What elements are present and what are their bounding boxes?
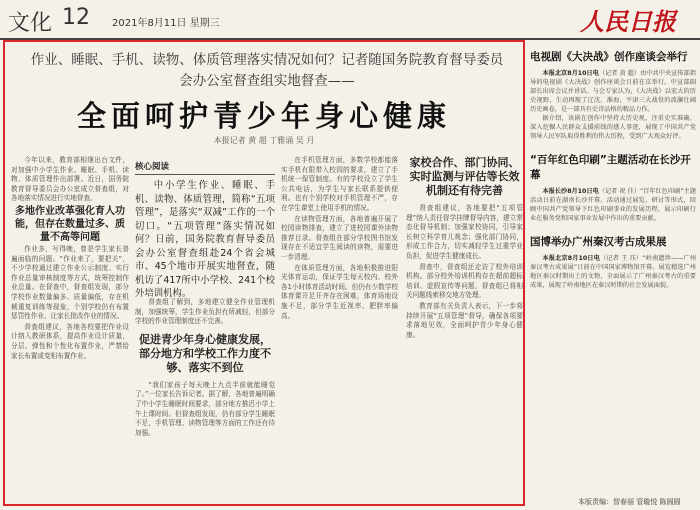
paragraph: 督查组建议，各地要把“五项管理”纳入责任督学挂牌督导内容，建立常态化督导机制；加强家校协同，引导家长树立科学育儿观念；强化部门协同，形成工作合力，切实减轻学生过重学业负担，促进学生健康成长。 — [406, 204, 523, 260]
page-editors: 本版责编：智春丽 管璇悦 陈圆圆 — [578, 498, 681, 506]
subheading: 促进青少年身心健康发展，部分地方和学校工作力度不够、落实不到位 — [139, 332, 271, 374]
sidebar-text-1 — [530, 69, 696, 141]
article-column-2 — [135, 298, 275, 502]
sidebar-text-3 — [530, 254, 696, 290]
dateline: 本报北京8月10日电 — [542, 70, 599, 77]
paragraph: 在读物管理方面，各地普遍开展了校园读物排查，建立了进校园课外读物推荐目录。督查组在部分学校图书馆发现存在不适宜学生阅读的读物，需要进一步清理。 — [281, 214, 398, 261]
article-deck: 作业、睡眠、手机、读物、体质管理落实情况如何？记者随国务院教育督导委员会办公室督查组实地督查—— — [30, 52, 504, 89]
masthead — [0, 0, 700, 40]
body: （记者 祝 佳）“百年红色印刷”主题活动日前在湖南长沙开幕。活动通过展览、研讨等形式，回顾中国共产党领导下红色印刷事业的发展历程，展示印刷行业在服务党和国家事业发展中作出的重要贡献。 — [530, 188, 696, 222]
article-column-1 — [11, 156, 129, 502]
paragraph: 作业多，写得晚，曾是学生家长普遍面临的问题。“作业来了，要把关”，不少学校通过建立作业公示制度、实行作业总量审核制度等方式，统筹控制作业总量。在督查中，督查组发现，部分学校作业数量偏多、质量偏低，存在机械重复训练等现象，个别学校仍有布置惩罚性作业、让家长批改作业的情况。 — [11, 244, 129, 321]
subheading: 多地作业改革强化育人功能，但存在数量过多、质量不高等问题 — [15, 205, 125, 243]
paragraph: 在手机管理方面，多数学校都能落实手机有限带入校园的要求，建立了手机统一保管制度。有的学校设立了学生公共电话，为学生与家长联系提供便利。也有个别学校对手机管理不严，存在学生课堂上使用手机的情况。 — [281, 156, 398, 212]
newspaper-logo: 人民日报 — [580, 7, 676, 36]
core-reading-box — [135, 160, 275, 301]
sidebar-headline-1: 电视剧《大决战》创作座谈会举行 — [530, 51, 688, 63]
paragraph: 在体质管理方面，各地积极推进阳光体育运动，保证学生每天校内、校外各1小时体育活动时间。但仍有少数学校体育课开足开齐存在困难，体育场地设施不足，部分学生近视率、肥胖率偏高。 — [281, 263, 398, 320]
sidebar-headline-3: 国博举办广州秦汉考古成果展 — [530, 236, 667, 248]
core-reading-text: 中小学生作业、睡眠、手机、读物、体质管理，简称“五项管理”，是落实“双减”工作的一个切口。“五项管理”落实情况如何？日前，国务院教育督导委员会办公室督查组赴24个省会城市、45个地市开展实地督查，随机访了417所中小学校、241个校外培训机构。 — [135, 180, 275, 299]
paragraph: 教育部有关负责人表示，下一步将持续开展“五项管理”督导，确保各项要求落地见效，全面呵护青少年身心健康。 — [406, 301, 523, 339]
paragraph: 督查中，督查组还走访了校外培训机构。部分校外培训机构存在超前超标培训、虚假宣传等问题，督查组已将相关问题线索移交地方处理。 — [406, 262, 523, 300]
body: （记者 黄 超）由中共中央宣传部指导的电视剧《大决战》创作座谈会日前在京举行。中宣部副部长出席会议并讲话。与会专家认为，《大决战》以宏大的历史视野，生动再现了辽沈、淮海、平津三大战役的波澜壮阔历史画卷，是一部具有史诗品格的精品力作。 — [530, 70, 696, 113]
subheading: 家校合作、部门协同、实时监测与评估等长效机制还有待完善 — [409, 156, 520, 197]
article-column-3 — [281, 156, 523, 502]
dateline: 本报北京8月10日电 — [542, 255, 600, 262]
paragraph: 今年以来，教育部相继出台文件，对加强中小学生作业、睡眠、手机、读物、体质管理作出部署。近日，国务院教育督导委员会办公室成立督查组，对各地落实情况进行实地督查。 — [11, 156, 129, 203]
body: （记者 王 珏）“岭南遗珍——广州秦汉考古成果展”日前在中国国家博物馆开幕。展览精选广州地区秦汉时期出土的文物，全面展示了广州秦汉考古的重要成果，展现了岭南地区在秦汉时期的社会发展面貌。 — [530, 255, 696, 289]
sidebar-text-2 — [530, 187, 696, 223]
core-reading-title: 核心阅读 — [135, 160, 275, 175]
paragraph: 督查组了解到，多地建立健全作业管理机制，加强统筹，学生作业负担有所减轻，但部分学校的作业管理制度还不完善。 — [135, 298, 275, 326]
dateline: 本报长沙8月10日电 — [542, 188, 599, 195]
section-name: 文化 — [8, 11, 53, 36]
paragraph: 督查组建议，各地各校要把作业设计纳入教研体系，提高作业设计质量，分层、弹性和个性化布置作业，严禁给家长布置或变相布置作业。 — [11, 322, 129, 360]
paragraph: “我们家孩子每天晚上九点半前就能睡觉了。”一位家长告诉记者。据了解，各地普遍明确了中小学生睡眠时间要求，部分地方推迟小学上午上课时间。但督查组发现，仍有部分学生睡眠不足，手机管理、读物管理等方面的工作还有待加强。 — [135, 380, 275, 437]
sidebar-headline-2: “百年红色印刷”主题活动在长沙开幕 — [530, 154, 691, 181]
body: 据介绍，该剧在创作中坚持大历史观，注重史实准确，深入挖掘人民群众支援前线的感人事迹，展现了中国共产党领导人民军队取得胜利的伟大历程，受到广大观众好评。 — [530, 115, 696, 140]
sidebar-news — [530, 44, 696, 290]
article-headline: 全面呵护青少年身心健康 — [76, 99, 451, 133]
issue-date: 2021年8月11日 星期三 — [112, 18, 220, 29]
page-number: 12 — [62, 5, 90, 30]
highlighted-article — [3, 40, 525, 506]
article-byline: 本报记者 黄 超 丁雅诵 吴 月 — [213, 136, 315, 145]
